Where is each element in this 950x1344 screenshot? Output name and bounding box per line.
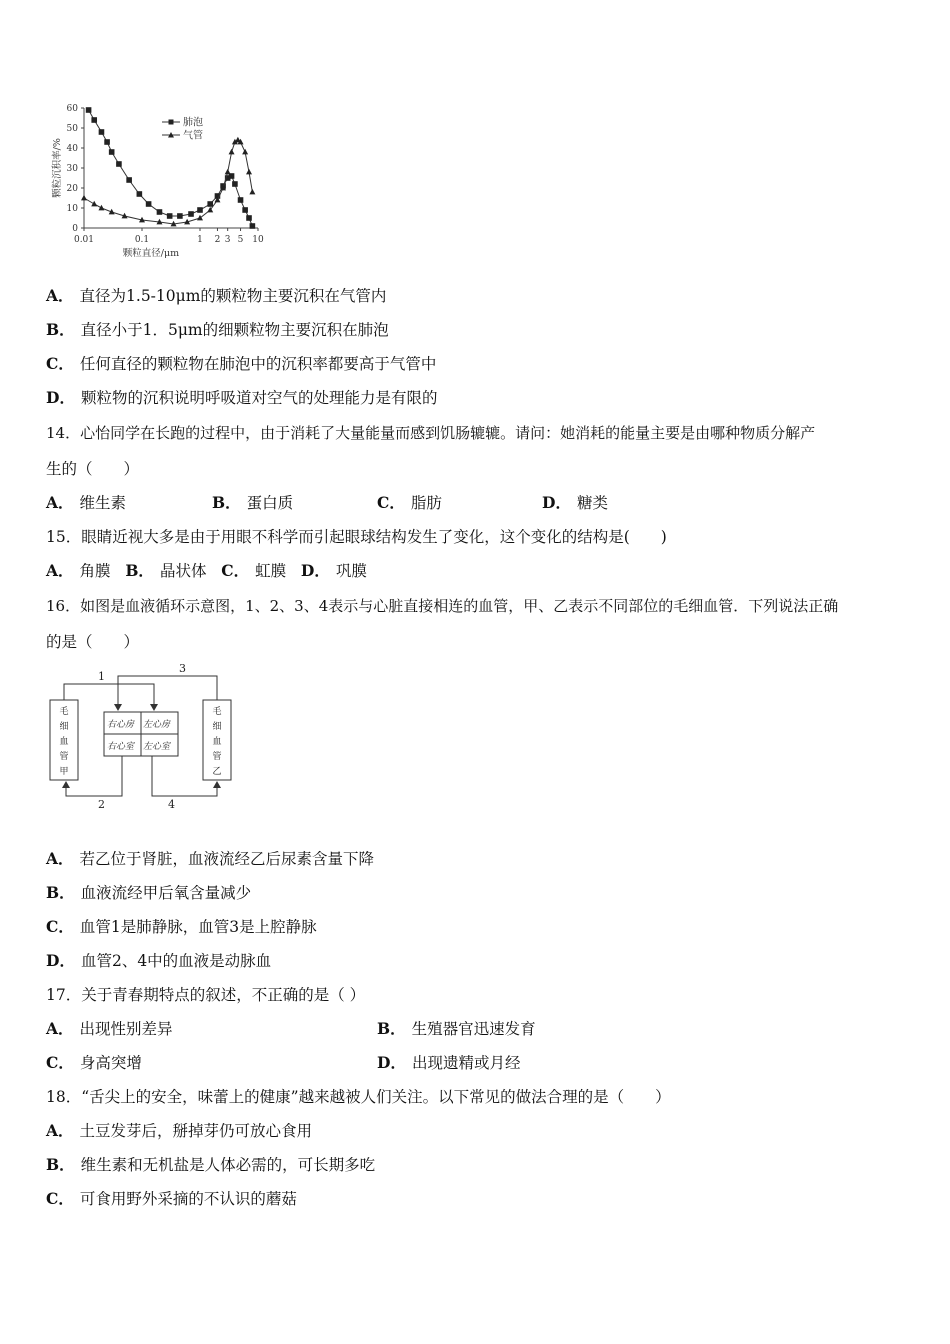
q16-stem-line1: 16．如图是血液循环示意图，1、2、3、4表示与心脏直接相连的血管，甲、乙表示不同部位的毛细血管．下列说法正确 <box>46 597 839 615</box>
y-tick-label: 10 <box>66 204 78 214</box>
capillary-yi-char: 细 <box>212 722 222 732</box>
legend-label: 肺泡 <box>183 117 203 129</box>
data-point-alveoli <box>116 161 122 167</box>
y-axis-label: 颗粒沉积率/% <box>52 138 63 198</box>
x-tick-label: 3 <box>224 235 231 245</box>
circulation-diagram <box>46 660 236 810</box>
data-point-trachea <box>242 149 248 155</box>
data-point-alveoli <box>99 129 105 135</box>
x-tick-label: 1 <box>197 235 203 245</box>
vessel-label-3: 3 <box>179 662 186 675</box>
data-point-trachea <box>197 215 203 221</box>
capillary-jia-char: 血 <box>59 737 69 747</box>
q14-option-b: B． 蛋白质 <box>212 493 294 512</box>
q13-option-c: C． 任何直径的颗粒物在肺泡中的沉积率都要高于气管中 <box>46 354 437 373</box>
vessel-3 <box>118 676 217 710</box>
y-tick-label: 0 <box>72 224 78 234</box>
q18-option-b: B． 维生素和无机盐是人体必需的，可长期多吃 <box>46 1155 376 1174</box>
vessel-label-1: 1 <box>98 670 105 683</box>
y-tick-label: 40 <box>66 144 78 154</box>
capillary-yi-char: 乙 <box>212 767 222 777</box>
q14-stem-line2: 生的（ ） <box>46 460 140 478</box>
q13-option-b: B． 直径小于1．5μm的细颗粒物主要沉积在肺泡 <box>46 320 389 339</box>
q16-option-d: D． 血管2、4中的血液是动脉血 <box>46 951 272 970</box>
data-point-alveoli <box>238 197 244 203</box>
q15-options: A． 角膜 B． 晶状体 C． 虹膜 D． 巩膜 <box>46 561 367 580</box>
data-point-alveoli <box>246 215 252 221</box>
vessel-2 <box>66 756 122 796</box>
data-point-alveoli <box>167 213 173 219</box>
q14-option-c: C． 脂肪 <box>377 493 442 512</box>
capillary-jia-char: 甲 <box>59 767 69 777</box>
x-tick-label: 10 <box>252 235 264 245</box>
legend-label: 气管 <box>183 130 203 142</box>
data-point-alveoli <box>137 191 143 197</box>
data-point-alveoli <box>146 201 152 207</box>
series-line-肺泡 <box>89 110 253 226</box>
data-point-trachea <box>81 195 87 201</box>
capillary-jia-char: 毛 <box>59 707 69 717</box>
legend-marker-square <box>169 120 174 125</box>
y-tick-label: 20 <box>66 184 78 194</box>
q16-option-c: C． 血管1是肺静脉，血管3是上腔静脉 <box>46 917 317 936</box>
q15-stem: 15．眼睛近视大多是由于用眼不科学而引起眼球结构发生了变化，这个变化的结构是( ) <box>46 528 667 546</box>
y-tick-label: 50 <box>66 124 78 134</box>
q18-option-c: C． 可食用野外采摘的不认识的蘑菇 <box>46 1189 297 1208</box>
data-point-trachea <box>225 169 231 175</box>
capillary-jia-char: 管 <box>59 752 69 762</box>
q17-option-c: C． 身高突增 <box>46 1053 142 1072</box>
data-point-trachea <box>91 201 97 207</box>
x-tick-label: 2 <box>214 235 221 245</box>
data-point-alveoli <box>104 139 110 145</box>
vessel-label-4: 4 <box>168 798 175 810</box>
data-point-alveoli <box>177 213 183 219</box>
data-point-alveoli <box>188 211 194 217</box>
data-point-alveoli <box>242 207 248 213</box>
data-point-alveoli <box>86 107 92 113</box>
q16-option-a: A． 若乙位于肾脏，血液流经乙后尿素含量下降 <box>46 849 375 868</box>
q13-option-a: A． 直径为1.5-10μm的颗粒物主要沉积在气管内 <box>46 286 387 305</box>
q14-stem-line1: 14．心怡同学在长跑的过程中，由于消耗了大量能量而感到饥肠辘辘。请问：她消耗的能量主要是由哪种物质分解产 <box>46 424 816 442</box>
x-tick-label: 5 <box>237 235 244 245</box>
data-point-alveoli <box>197 207 203 213</box>
q13-option-d: D． 颗粒物的沉积说明呼吸道对空气的处理能力是有限的 <box>46 388 438 407</box>
capillary-jia-char: 细 <box>59 722 69 732</box>
q17-option-b: B． 生殖器官迅速发育 <box>377 1019 536 1038</box>
q16-option-b: B． 血液流经甲后氧含量减少 <box>46 883 252 902</box>
y-tick-label: 30 <box>66 164 78 174</box>
capillary-yi-char: 血 <box>212 737 222 747</box>
data-point-trachea <box>246 169 252 175</box>
data-point-alveoli <box>207 201 213 207</box>
chamber-left-ventricle: 左心室 <box>143 742 171 752</box>
data-point-alveoli <box>157 209 163 215</box>
data-point-alveoli <box>126 177 132 183</box>
deposition-rate-chart <box>46 96 286 268</box>
q17-option-a: A． 出现性别差异 <box>46 1019 173 1038</box>
chamber-right-ventricle: 右心室 <box>107 742 135 752</box>
capillary-yi-char: 毛 <box>212 707 222 717</box>
data-point-trachea <box>249 189 255 195</box>
q17-option-d: D． 出现遗精或月经 <box>377 1053 521 1072</box>
data-point-alveoli <box>91 117 97 123</box>
x-tick-label: 0.01 <box>73 235 95 245</box>
q18-stem: 18．“舌尖上的安全，味蕾上的健康”越来越被人们关注。以下常见的做法合理的是（ ） <box>46 1088 671 1106</box>
data-point-trachea <box>229 149 235 155</box>
data-point-alveoli <box>232 181 238 187</box>
capillary-yi-char: 管 <box>212 752 222 762</box>
chamber-left-atrium: 左心房 <box>143 720 171 730</box>
vessel-4 <box>152 756 217 796</box>
q16-stem-line2: 的是（ ） <box>46 633 140 651</box>
data-point-alveoli <box>109 149 115 155</box>
y-tick-label: 60 <box>66 104 78 114</box>
vessel-label-2: 2 <box>98 798 105 810</box>
data-point-alveoli <box>250 223 256 229</box>
x-tick-label: 0.1 <box>134 235 150 245</box>
data-point-trachea <box>98 205 104 211</box>
chamber-right-atrium: 右心房 <box>107 720 135 730</box>
q14-option-a: A． 维生素 <box>46 493 127 512</box>
x-axis-label: 颗粒直径/μm <box>122 248 180 259</box>
q14-option-d: D． 糖类 <box>542 493 608 512</box>
q17-stem: 17．关于青春期特点的叙述，不正确的是（ ） <box>46 986 366 1004</box>
q18-option-a: A． 土豆发芽后，掰掉芽仍可放心食用 <box>46 1121 313 1140</box>
